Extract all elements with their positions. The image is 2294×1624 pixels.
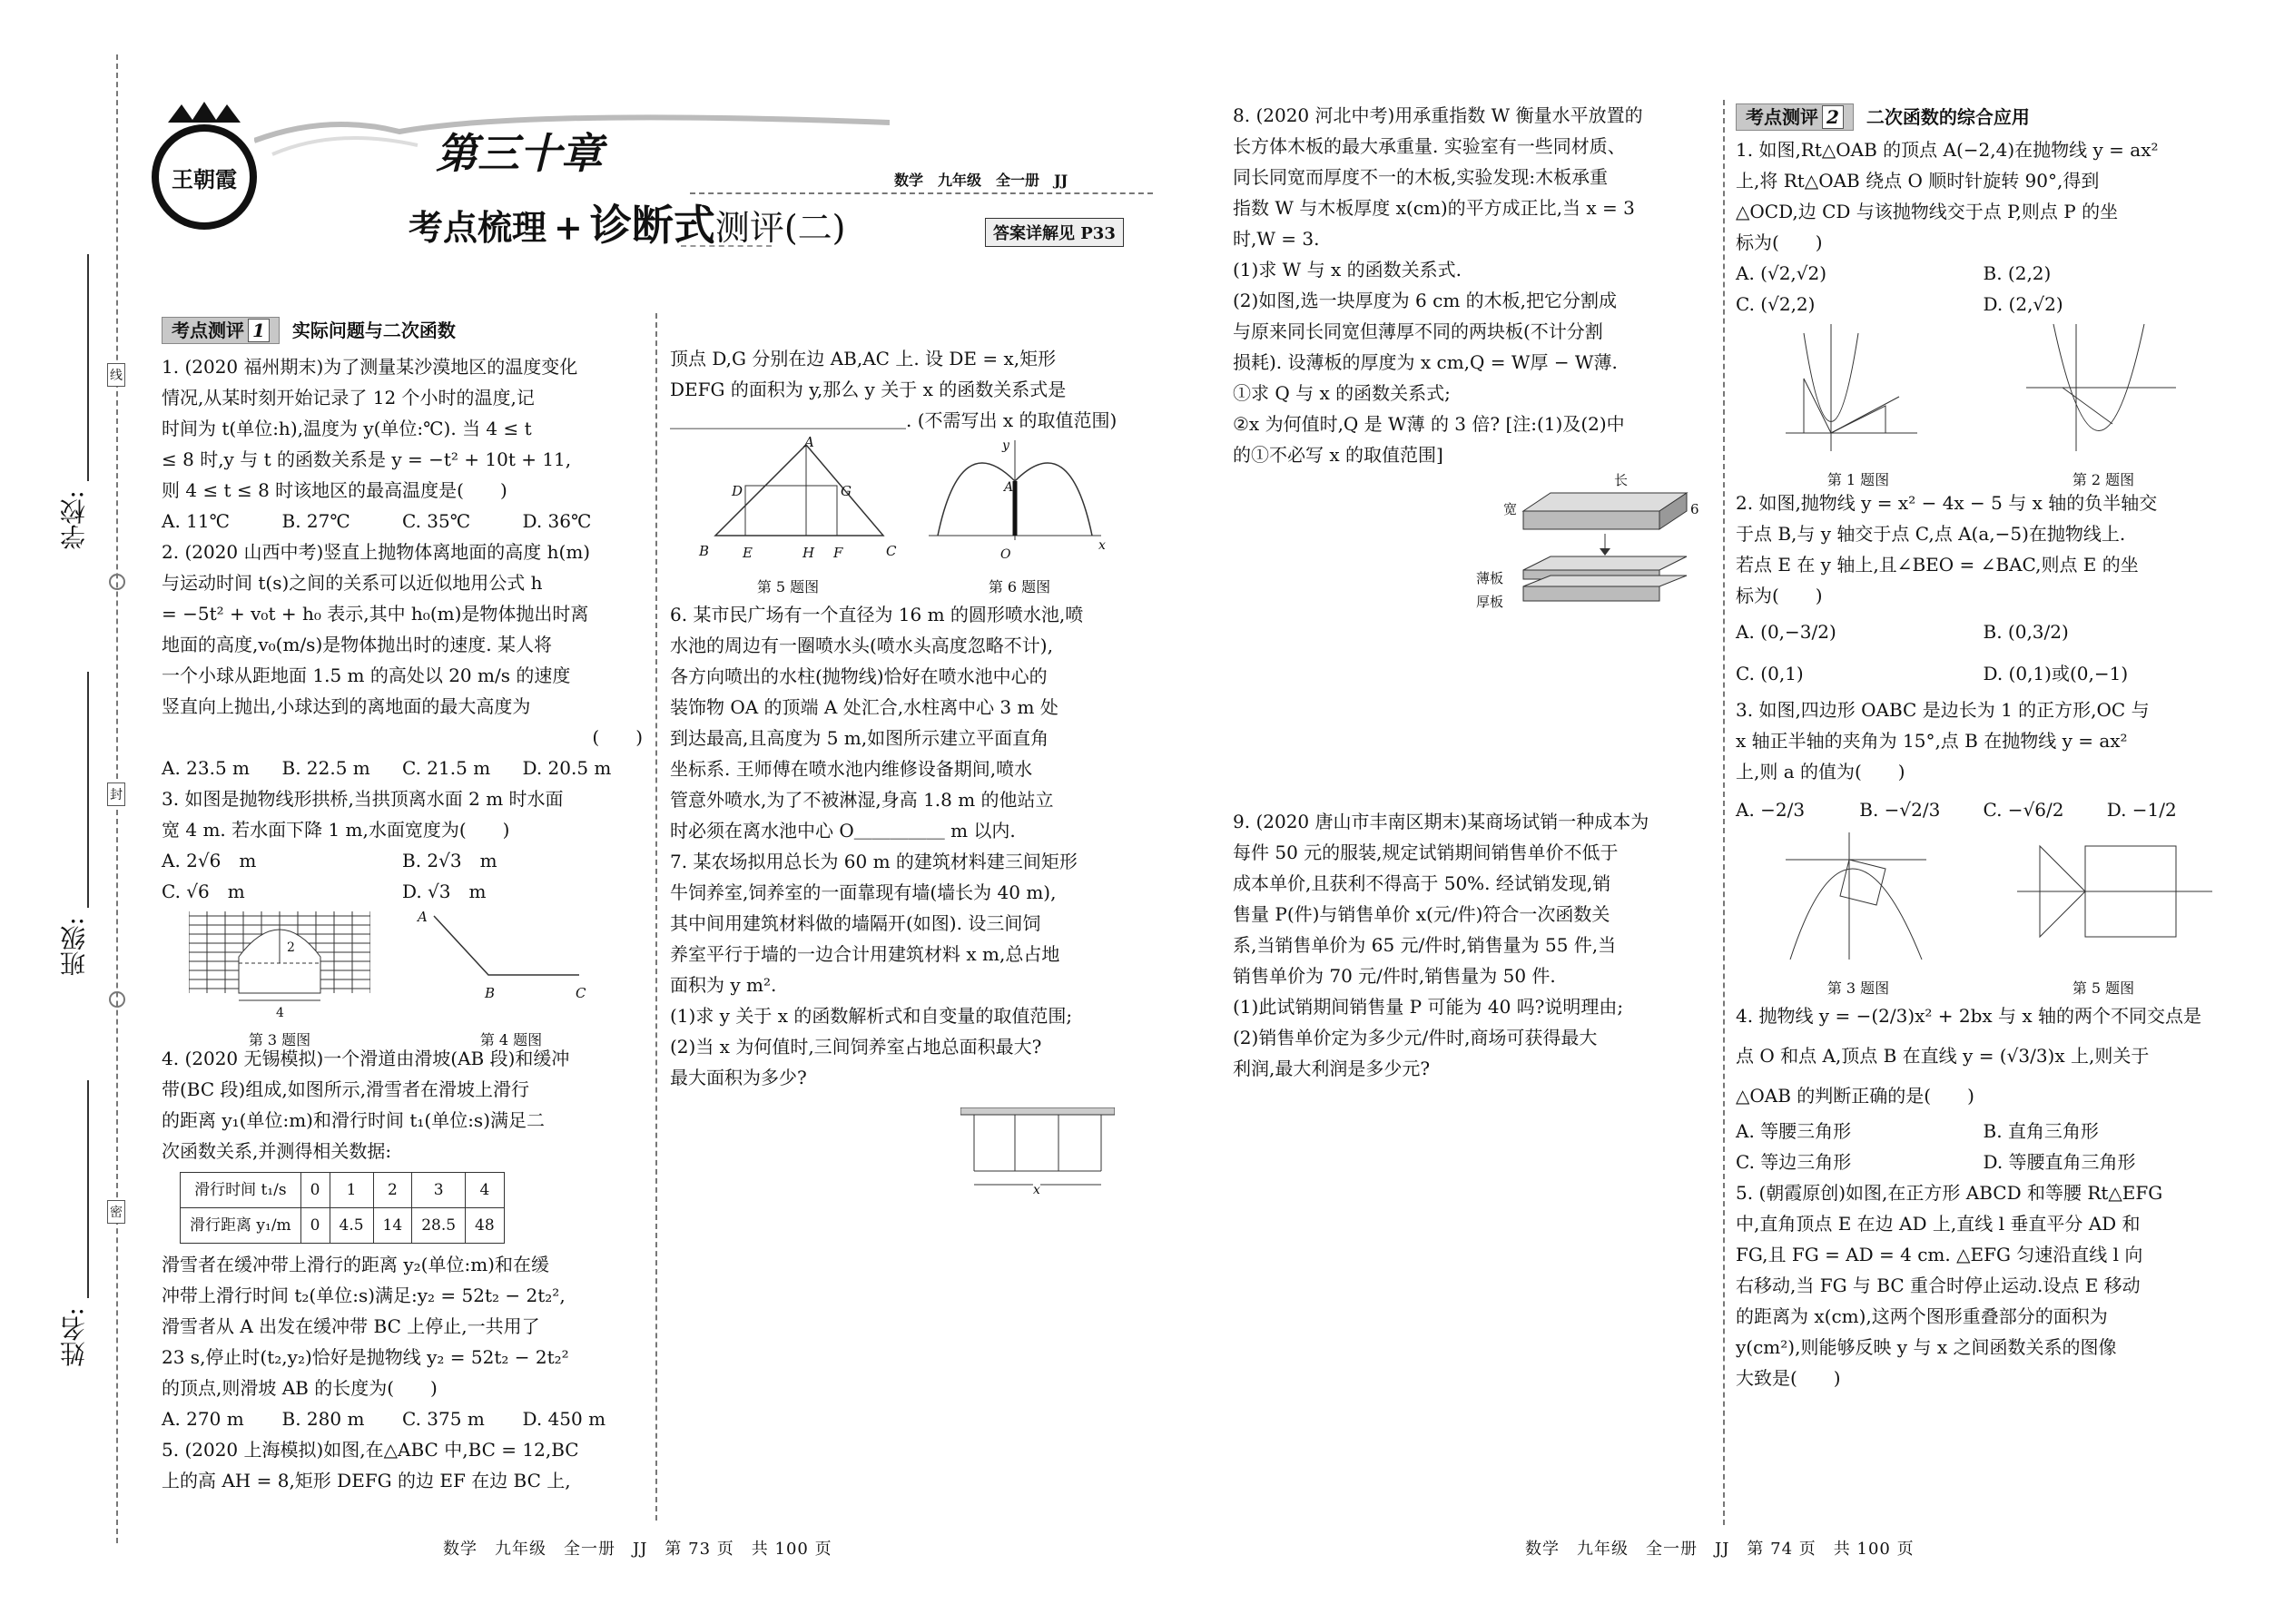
header-subtitle	[409, 192, 846, 252]
figure-7	[960, 1107, 1142, 1207]
binding-mark-xian: 线	[107, 363, 125, 387]
school-line	[87, 254, 89, 481]
binding-mark-feng: 封	[107, 782, 125, 806]
section-title: 二次函数的综合应用	[1866, 106, 2030, 128]
fig4-label-a: A	[418, 909, 428, 925]
figure-5-caption: 第 5 题图	[756, 578, 820, 595]
figure-4-caption: 第 4 题图	[479, 1031, 543, 1048]
right-figure-1	[1736, 320, 1981, 487]
fig5-label: F	[833, 545, 843, 561]
question-3: 3. 如图是抛物线形拱桥,当拱顶离水面 2 m 时水面 宽 4 m. 若水面下降 1 m,水面宽度为( ) A. 2√6 m B. 2√3 m C. √6 m D. √3 m	[162, 783, 643, 907]
figure-6-caption: 第 6 题图	[988, 578, 1051, 595]
question-1-options: A. 11℃ B. 27℃ C. 35℃ D. 36℃	[162, 510, 592, 532]
right-question-2-options: A. (0,−3/2) B. (0,3/2) C. (0,1) D. (0,1)或(0,−1)	[1736, 621, 2129, 684]
right-figure-3	[1736, 832, 1981, 996]
fig5-label: A	[804, 434, 814, 450]
fig6-label: y	[1002, 438, 1009, 453]
figure-6	[906, 436, 1133, 599]
right-column-divider	[1723, 100, 1725, 1525]
figure-8	[1476, 472, 1714, 615]
question-4-options: A. 270 m B. 280 m C. 375 m D. 450 m	[162, 1408, 606, 1430]
header-meta: 数学 九年级 全一册 JJ	[894, 172, 1068, 189]
right-question-4-options: A. 等腰三角形 B. 直角三角形 C. 等边三角形 D. 等腰直角三角形	[1736, 1120, 2136, 1173]
left-page-column-2	[670, 343, 1142, 1207]
question-2: 2. (2020 山西中考)竖直上抛物体离地面的高度 h(m) 与运动时间 t(s)之间的关系可以近似地用公式 h = −5t² + v₀t + h₀ 表示,其中 h₀(m)是物体抛出时离 地面的高度,v₀(m/s)是物体抛出时的速度. 某人将 一个小球从距地面 1.5 m 的高处以 20 m/s 的速度 竖直向上抛出,小球达到的离地面的最大高度为 ( ) A. 23.5 m B. 22.5 m C. 21.5 m D. 20.5 m	[162, 536, 643, 783]
figure-4	[398, 907, 625, 1048]
section-header-2	[1736, 103, 2230, 131]
fig8-label-thick: 厚板	[1476, 594, 1504, 610]
answer-reference: 答案详解见 P33	[985, 218, 1124, 247]
fig5-label: B	[699, 543, 710, 559]
left-page-column-1	[162, 313, 643, 1496]
logo	[145, 100, 263, 236]
question-1: 1. (2020 福州期末)为了测量某沙漠地区的温度变化 情况,从某时刻开始记录了 12 个小时的温度,记 时间为 t(单位:h),温度为 y(单位:℃). 当 4 ≤ t ≤ 8 时,y 与 t 的函数关系是 y = −t² + 10t + 11, 则 4 ≤ t ≤ 8 时该地区的最高温度是( ) A. 11℃ B. 27℃ C. 35℃ D. 36℃	[162, 351, 643, 536]
right-figure-2	[1981, 320, 2226, 487]
right-question-5: 5. (朝霞原创)如图,在正方形 ABCD 和等腰 Rt△EFG 中,直角顶点 E 在边 AD 上,直线 l 垂直平分 AD 和 FG,且 FG = AD = 4 cm. △EFG 匀速沿直线 l 向 右移动,当 FG 与 BC 重合时停止运动.设点 E 移动 的距离为 x(cm),这两个图形重叠部分的面积为 y(cm²),则能够反映 y 与 x 之间函数关系的图像 大致是( )	[1736, 1182, 2163, 1389]
school-label: 学校:	[59, 490, 89, 550]
right-question-4: 4. 抛物线 y = −(2/3)x² + 2bx 与 x 轴的两个不同交点是 点 O 和点 A,顶点 B 在直线 y = (√3/3)x 上,则关于 △OAB 的判断正确的是( ) A. 等腰三角形 B. 直角三角形 C. 等边三角形 D. 等腰直角三角形	[1736, 996, 2230, 1177]
fig8-label-long: 长	[1614, 472, 1629, 488]
binding-hole-icon	[109, 991, 125, 1008]
right-question-3: 3. 如图,四边形 OABC 是边长为 1 的正方形,OC 与 x 轴正半轴的夹角为 15°,点 B 在抛物线 y = ax² 上,则 a 的值为( ) A. −2/3 B. −√2/3 C. −√6/2 D. −1/2	[1736, 694, 2230, 832]
right-figure-5-caption: 第 5 题图	[2072, 979, 2135, 997]
section-header-1	[162, 317, 643, 344]
right-page-column-1	[1233, 100, 1714, 1084]
question-6: 6. 某市民广场有一个直径为 16 m 的圆形喷水池,喷 水池的周边有一圈喷水头(喷水头高度忽略不计), 各方向喷出的水柱(抛物线)恰好在喷水池中心的 装饰物 OA 的顶端 A 处汇合,水柱离中心 3 m 处 到达最高,且高度为 5 m,如图所示建立平面直角 坐标系. 王师傅在喷水池内维修设备期间,喷水 管意外喷水,为了不被淋湿,身高 1.8 m 的他站立 时必须在离水池中心 O＿＿＿＿＿ m 以内.	[670, 604, 1084, 842]
fig6-label: A	[1004, 480, 1014, 495]
question-9: 9. (2020 唐山市丰南区期末)某商场试销一种成本为 每件 50 元的服装,规定试销期间销售单价不低于 成本单价,且获利不得高于 50%. 经试销发现,销 售量 P(件)与销售单价 x(元/件)符合一次函数关 系,当销售单价为 65 元/件时,销售量为 55 件,当 销售单价为 70 元/件时,销售量为 50 件. (1)此试销期间销售量 P 可能为 40 吗?说明理由; (2)销售单价定为多少元/件时,商场可获得最大 利润,最大利润是多少元?	[1233, 811, 1649, 1079]
logo-text: 王朝霞	[172, 166, 237, 192]
right-figure-2-caption: 第 2 题图	[2072, 471, 2135, 488]
right-figure-3-caption: 第 3 题图	[1826, 979, 1890, 997]
binding-strip	[0, 0, 127, 1624]
right-figures-3-5	[1736, 832, 2230, 996]
fig8-label-wide: 宽	[1503, 501, 1518, 517]
section-tag: 考点测评 2	[1736, 103, 1854, 131]
fig5-label: C	[886, 543, 897, 559]
question-2-options: A. 23.5 m B. 22.5 m C. 21.5 m D. 20.5 m	[162, 757, 612, 779]
right-figures-1-2	[1736, 320, 2230, 487]
header-dashed-rule	[690, 192, 1153, 194]
subtitle-part-c: 测评(二)	[714, 208, 846, 248]
question-4-table: 滑行时间 t₁/s 0 1 2 3 4 滑行距离 y₁/m 0 4.5 14 28.5 48	[180, 1172, 505, 1244]
fig3-label-bottom: 4	[276, 1006, 284, 1020]
figures-5-6	[670, 436, 1142, 599]
figure-5	[670, 436, 906, 599]
question-5-start: 5. (2020 上海模拟)如图,在△ABC 中,BC = 12,BC 上的高 AH = 8,矩形 DEFG 的边 EF 在边 BC 上,	[162, 1439, 579, 1491]
right-page-footer: 数学 九年级 全一册 JJ 第 74 页 共 100 页	[1525, 1540, 1915, 1559]
fig4-label-b: B	[485, 985, 496, 1001]
left-page-footer: 数学 九年级 全一册 JJ 第 73 页 共 100 页	[443, 1540, 832, 1559]
fig8-label-thin: 薄板	[1476, 570, 1504, 586]
name-line	[87, 1080, 89, 1298]
right-figure-1-caption: 第 1 题图	[1826, 471, 1890, 488]
fig5-label: G	[841, 483, 852, 499]
name-label: 姓名:	[59, 1307, 89, 1367]
section-tag: 考点测评 1	[162, 317, 280, 344]
question-4: 4. (2020 无锡模拟)一个滑道由滑坡(AB 段)和缓冲 带(BC 段)组成,如图所示,滑雪者在滑坡上滑行 的距离 y₁(单位:m)和滑行时间 t₁(单位:s)满足二 次函数关系,并测得相关数据: 滑行时间 t₁/s 0 1 2 3 4 滑行距离 y₁/m 0 4.5 14 28.5 48 滑雪者在缓冲带上滑行的距离 y₂(单位:m)和在缓 冲带上滑行时间 t₂(单位:s)满足:y₂ = 52t₂ − 2t₂², 滑雪者从 A 出发在缓冲带 BC 上停止,一共用了 23 s,停止时(t₂,y₂)恰好是抛物线 y₂ = 52t₂ − 2t₂² 的顶点,则滑坡 AB 的长度为( ) A. 270 m B. 280 m C. 375 m D. 450 m	[162, 1043, 643, 1434]
chapter-title: 第三十章	[436, 129, 603, 178]
fig6-label: O	[1000, 547, 1011, 562]
figure-3	[162, 907, 398, 1048]
question-7: 7. 某农场拟用总长为 60 m 的建筑材料建三间矩形 牛饲养室,饲养室的一面靠现有墙(墙长为 40 m), 其中间用建筑材料做的墙隔开(如图). 设三间饲 养室平行于墙的一边合计用建筑材料 x m,总占地 面积为 y m². (1)求 y 关于 x 的函数解析式和自变量的取值范围; (2)当 x 为何值时,三间饲养室占地总面积最大? 最大面积为多少?	[670, 851, 1078, 1088]
subtitle-plus: +	[554, 207, 583, 248]
right-question-1-options: A. (√2,√2) B. (2,2) C. (√2,2) D. (2,√2)	[1736, 262, 2063, 315]
fig6-label: x	[1098, 538, 1106, 553]
question-8: 8. (2020 河北中考)用承重指数 W 衡量水平放置的 长方体木板的最大承重量. 实验室有一些同材质、 同长同宽而厚度不一的木板,实验发现:木板承重 指数 W 与木板厚度 x(cm)的平方成正比,当 x = 3 时,W = 3. (1)求 W 与 x 的函数关系式. (2)如图,选一块厚度为 6 cm 的木板,把它分割成 与原来同长同宽但薄厚不同的两块板(不计分割 损耗). 设薄板的厚度为 x cm,Q = W厚 − W薄. ①求 Q 与 x 的函数关系式; ②x 为何值时,Q 是 W薄 的 3 倍? [注:(1)及(2)中 的①不必写 x 的取值范围]	[1233, 104, 1643, 466]
fig5-label: D	[732, 483, 743, 499]
binding-mark-mi: 密	[107, 1200, 125, 1224]
fig5-label: H	[802, 545, 815, 561]
left-column-divider	[655, 313, 657, 1521]
right-question-2: 2. 如图,抛物线 y = x² − 4x − 5 与 x 轴的负半轴交 于点 B,与 y 轴交于点 C,点 A(a,−5)在抛物线上. 若点 E 在 y 轴上,且∠BEO = ∠BAC,则点 E 的坐 标为( ) A. (0,−3/2) B. (0,3/2) C. (0,1) D. (0,1)或(0,−1)	[1736, 487, 2230, 694]
binding-hole-icon	[109, 574, 125, 590]
class-line	[87, 672, 89, 908]
right-page-column-2	[1736, 100, 2230, 1393]
fig4-label-c: C	[576, 985, 586, 1001]
subtitle-part-b: 诊断式	[589, 201, 715, 250]
right-figure-5	[1981, 832, 2226, 996]
question-5-cont: 顶点 D,G 分别在边 AB,AC 上. 设 DE = x,矩形 DEFG 的面积为 y,那么 y 关于 x 的函数关系式是 ＿＿＿＿＿＿＿＿＿＿＿＿＿. (不需写出 x 的取值范围)	[670, 348, 1117, 431]
question-3-options: A. 2√6 m B. 2√3 m C. √6 m D. √3 m	[162, 850, 497, 902]
fig8-label-six: 6	[1690, 501, 1699, 517]
class-label: 班级:	[59, 917, 89, 977]
figures-3-4	[162, 907, 643, 1048]
right-question-1: 1. 如图,Rt△OAB 的顶点 A(−2,4)在抛物线 y = ax² 上,将 Rt△OAB 绕点 O 顺时针旋转 90°,得到 △OCD,边 CD 与该抛物线交于点 P,则点 P 的坐 标为( ) A. (√2,√2) B. (2,2) C. (√2,2) D. (2,√2)	[1736, 134, 2230, 320]
section-title: 实际问题与二次函数	[291, 320, 456, 341]
fig7-label-x: x	[1033, 1175, 1040, 1206]
header-dots	[681, 245, 772, 247]
figure-3-caption: 第 3 题图	[248, 1031, 311, 1048]
fig5-label: E	[743, 545, 753, 561]
fig3-label-top: 2	[287, 940, 295, 955]
subtitle-part-a: 考点梳理	[409, 207, 547, 248]
right-question-3-options: A. −2/3 B. −√2/3 C. −√6/2 D. −1/2	[1736, 799, 2177, 821]
